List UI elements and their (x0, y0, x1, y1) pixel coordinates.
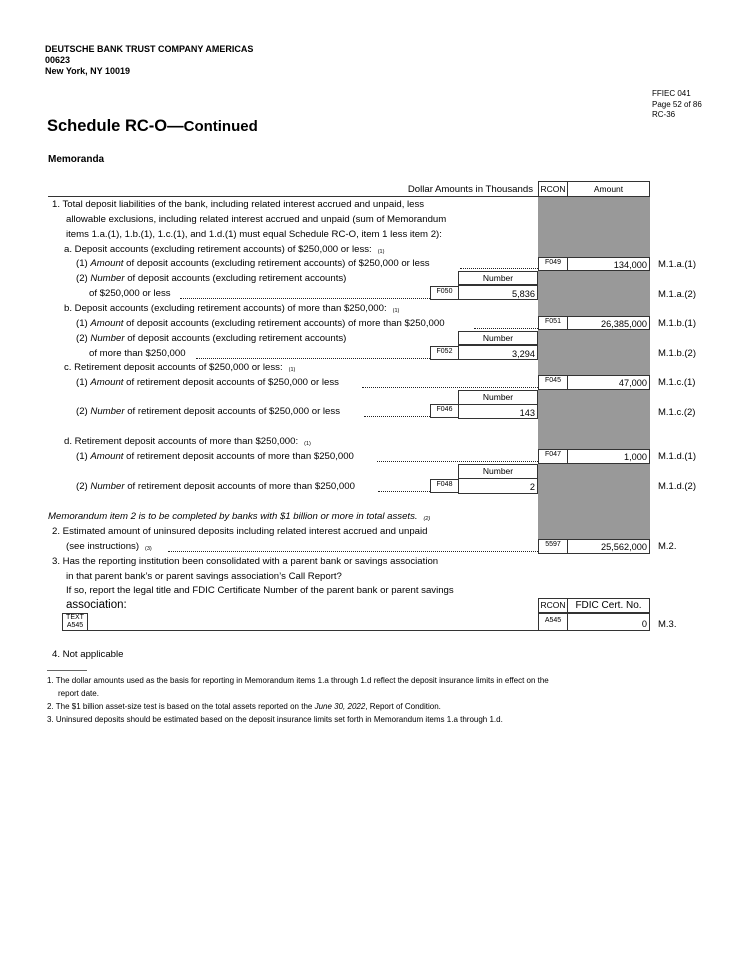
bank-id: 00623 (45, 55, 71, 65)
item-ref: M.1.d.(2) (658, 481, 697, 492)
item1c-heading (64, 362, 295, 375)
item-text: of deposit accounts (excluding retirement accounts) (127, 333, 347, 344)
item1a1-label (76, 258, 430, 270)
fdic-cert-value: 0 (641, 619, 647, 629)
item2-line2 (66, 541, 152, 554)
footnote-ref: (3) (145, 546, 152, 552)
item1d1-label (76, 451, 354, 463)
number-header: Number (482, 273, 514, 283)
item1b2-cont: of more than $250,000 (89, 348, 186, 359)
footnote-rule (47, 670, 87, 671)
item-ref: M.1.c.(2) (658, 407, 696, 418)
amount-value: 134,000 (613, 260, 647, 270)
item1-line1: 1. Total deposit liabilities of the bank, including related interest accrued and unpaid, less (52, 199, 425, 210)
rcon-code: F046 (436, 406, 453, 413)
item-ref: M.1.b.(1) (658, 318, 697, 329)
leader-dots (460, 268, 538, 269)
item-number: (2) (76, 333, 88, 344)
bank-header (45, 44, 253, 77)
footnote-ref: (1) (288, 367, 296, 373)
item2-text: (see instructions) (66, 541, 140, 552)
item1-line3: items 1.a.(1), 1.b.(1), 1.c.(1), and 1.d.(1) must equal Schedule RC-O, item 1 less item 2): (66, 229, 442, 240)
item1a-text: a. Deposit accounts (excluding retirement accounts) of $250,000 or less: (64, 244, 372, 255)
item3-line2: in that parent bank’s or parent savings association’s Call Report? (66, 571, 342, 582)
footnote-3: 3. Uninsured deposits should be estimated based on the deposit insurance limits set forth in Memorandum items 1.a through 1.d. (47, 715, 503, 724)
item-ref: M.1.c.(1) (658, 377, 696, 388)
item-emphasis: Number (90, 481, 125, 492)
leader-dots (377, 461, 538, 462)
item3-line1: 3. Has the reporting institution been consolidated with a parent bank or savings association (52, 556, 439, 567)
amount-value: 1,000 (624, 452, 647, 462)
text-code-line1: TEXT (66, 614, 84, 621)
section-heading: Memoranda (48, 154, 105, 165)
number-value: 3,294 (512, 349, 535, 359)
item-text: of retirement deposit accounts of more than $250,000 (126, 451, 354, 462)
item2-line1: 2. Estimated amount of uninsured deposits including related interest accrued and unpaid (52, 526, 428, 537)
number-value: 143 (519, 408, 535, 418)
item1a2-cont: of $250,000 or less (89, 288, 171, 299)
shaded-area (538, 270, 650, 316)
schedule-code: RC-36 (652, 110, 676, 119)
rcon-code: F045 (545, 377, 561, 384)
amount-value: 26,385,000 (601, 319, 647, 329)
leader-dots (180, 298, 430, 299)
item-ref: M.3. (658, 619, 677, 630)
dollar-amounts-header: Dollar Amounts in Thousands (407, 184, 533, 195)
item-ref: M.1.d.(1) (658, 451, 697, 462)
footnote-ref: (2) (423, 516, 431, 522)
item-text: of retirement deposit accounts of $250,000 or less (127, 406, 340, 417)
title-continued: Continued (183, 118, 258, 135)
item-number: (2) (76, 273, 88, 284)
item1a2-label (76, 273, 346, 285)
amount-value: 25,562,000 (601, 542, 647, 552)
legal-title-field[interactable] (88, 630, 538, 631)
shaded-area (538, 330, 650, 376)
rcon-code: F051 (545, 318, 561, 325)
item1c1-label (76, 377, 339, 389)
item1d2-label (76, 481, 355, 493)
memo-item2-note (48, 511, 430, 524)
footnote-ref: (1) (377, 249, 385, 255)
item-emphasis: Number (90, 406, 125, 417)
shaded-area (538, 463, 650, 540)
leader-dots (364, 416, 430, 417)
footnote-2 (47, 701, 441, 712)
item-number: (1) (76, 377, 88, 388)
item-emphasis: Amount (90, 318, 124, 329)
bank-city: New York, NY 10019 (45, 66, 131, 76)
rcon-code: F052 (436, 348, 453, 355)
number-header: Number (482, 466, 514, 476)
item1b2-label (76, 333, 346, 345)
item-ref: M.2. (658, 541, 677, 552)
memo-note-text: Memorandum item 2 is to be completed by banks with $1 billion or more in total assets. (48, 511, 418, 522)
item1-line2: allowable exclusions, including related interest accrued and unpaid (sum of Memorandum (66, 214, 447, 225)
item-text: of retirement deposit accounts of $250,000 or less (126, 377, 339, 388)
item-text: of deposit accounts (excluding retirement accounts) (127, 273, 347, 284)
item1d-heading (64, 436, 311, 449)
item1c-text: c. Retirement deposit accounts of $250,000 or less: (64, 362, 283, 373)
rcon-code: F047 (545, 451, 561, 458)
item-emphasis: Amount (90, 451, 124, 462)
item-emphasis: Number (90, 273, 125, 284)
shaded-area (538, 196, 650, 257)
page-number: Page 52 of 86 (652, 99, 702, 109)
rcon-code: F048 (436, 481, 453, 488)
fdic-cert-header: FDIC Cert. No. (575, 600, 642, 611)
footnote-2-text: 2. The $1 billion asset-size test is based on the total assets reported on the (47, 702, 313, 711)
item1b-text: b. Deposit accounts (excluding retirement accounts) of more than $250,000: (64, 303, 387, 314)
form-name: FFIEC 041 (652, 89, 691, 98)
page-title (47, 117, 258, 136)
leader-dots (474, 328, 538, 329)
item-ref: M.1.a.(2) (658, 289, 697, 300)
item-text: of deposit accounts (excluding retirement accounts) of $250,000 or less (126, 258, 430, 269)
footnote-2-date: June 30, 2022 (314, 702, 366, 711)
item-number: (1) (76, 451, 88, 462)
item-number: (1) (76, 318, 88, 329)
item4: 4. Not applicable (52, 649, 124, 660)
form-info (652, 89, 702, 121)
shaded-area (538, 389, 650, 450)
amount-header: Amount (593, 184, 624, 194)
item-emphasis: Number (90, 333, 125, 344)
item1b1-label (76, 318, 445, 330)
rcon-code: F049 (545, 259, 561, 266)
item-text: of retirement deposit accounts of more than $250,000 (127, 481, 355, 492)
amount-value: 47,000 (618, 378, 647, 388)
footnote-1-cont: report date. (58, 689, 99, 698)
number-header: Number (482, 333, 514, 343)
rcon-code: A545 (544, 617, 562, 624)
item-text: of deposit accounts (excluding retirement accounts) of more than $250,000 (126, 318, 445, 329)
item1a-heading (64, 244, 384, 257)
item-ref: M.1.b.(2) (658, 348, 697, 359)
title-dash: — (167, 117, 184, 135)
footnote-ref: (1) (304, 441, 311, 447)
rcon-header: RCON (540, 600, 566, 610)
item-ref: M.1.a.(1) (658, 259, 697, 270)
number-value: 5,836 (512, 289, 535, 299)
item1b-heading (64, 303, 399, 316)
leader-dots (362, 387, 538, 388)
leader-dots (378, 491, 430, 492)
footnote-1: 1. The dollar amounts used as the basis for reporting in Memorandum items 1.a through 1.d reflect the deposit insurance limits in effect on the (47, 676, 549, 685)
divider (48, 196, 538, 197)
item-emphasis: Amount (90, 377, 124, 388)
item3-line3: If so, report the legal title and FDIC Certificate Number of the parent bank or parent savings (66, 585, 454, 596)
footnote-ref: (1) (392, 308, 400, 314)
item1d-text: d. Retirement deposit accounts of more than $250,000: (64, 436, 299, 447)
number-header: Number (482, 392, 514, 402)
number-value: 2 (529, 482, 535, 492)
text-code (62, 614, 88, 630)
item-emphasis: Amount (90, 258, 124, 269)
footnote-2-tail: , Report of Condition. (365, 702, 441, 711)
leader-dots (168, 551, 538, 552)
rcon-code: 5597 (545, 541, 561, 548)
bank-name: DEUTSCHE BANK TRUST COMPANY AMERICAS (45, 44, 254, 54)
title-main: Schedule RC-O (47, 117, 168, 135)
text-code-line2: A545 (66, 622, 84, 629)
item-number: (2) (76, 406, 88, 417)
rcon-code: F050 (436, 288, 453, 295)
item-number: (1) (76, 258, 88, 269)
item-number: (2) (76, 481, 88, 492)
item1c2-label (76, 406, 340, 418)
item3-line4: association: (66, 599, 127, 611)
leader-dots (196, 358, 430, 359)
rcon-header: RCON (540, 184, 566, 194)
